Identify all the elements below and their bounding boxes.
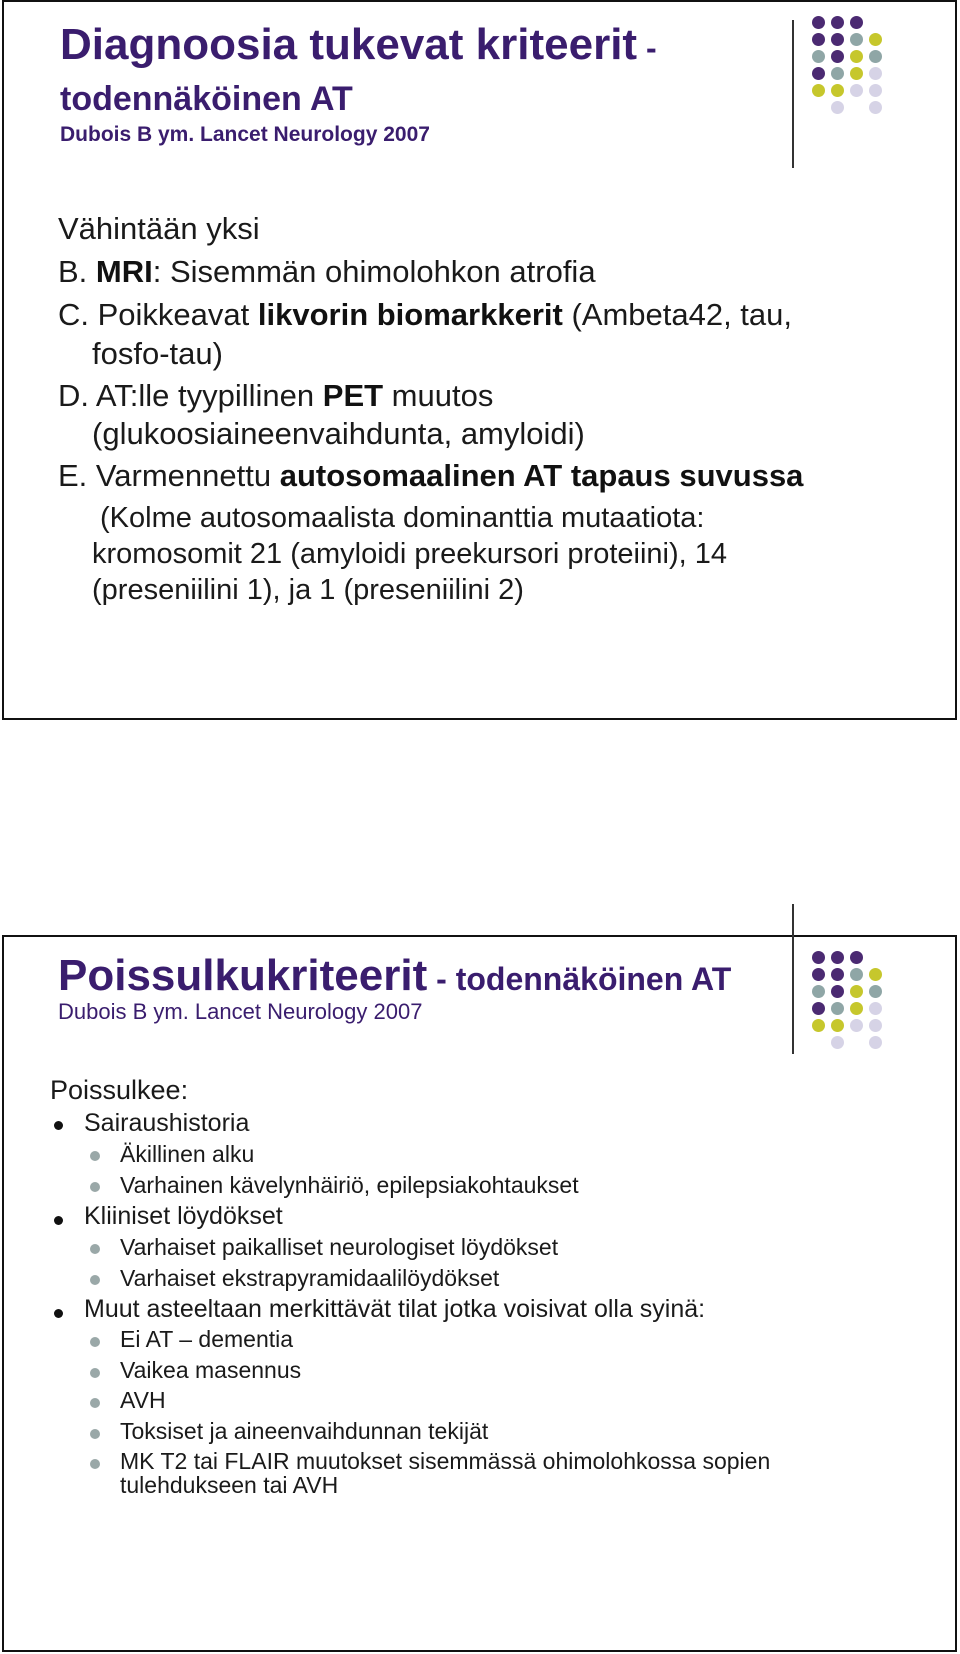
group-item: Äkillinen alku	[120, 1141, 255, 1167]
slide-title	[58, 951, 731, 1001]
group-item: Varhaiset paikalliset neurologiset löydökset	[120, 1234, 559, 1260]
decorative-dot	[831, 951, 844, 964]
sub-bullet-marker	[90, 1244, 100, 1254]
decorative-dot	[831, 16, 844, 29]
slide-diagnostic-criteria	[2, 0, 957, 720]
criterion-e-prefix: E. Varmennettu	[58, 458, 280, 493]
slide-subtitle: todennäköinen AT	[60, 80, 353, 118]
criterion-c	[58, 297, 792, 333]
criterion-c-prefix: C. Poikkeavat	[58, 297, 258, 332]
decorative-dot	[850, 33, 863, 46]
decorative-dot	[812, 968, 825, 981]
intro-text: Vähintään yksi	[58, 211, 260, 246]
citation: Dubois B ym. Lancet Neurology 2007	[60, 123, 430, 146]
decorative-dot	[850, 16, 863, 29]
slide-title-text: Poissulkukriteerit	[58, 951, 428, 1000]
sub-bullet-marker	[90, 1182, 100, 1192]
decorative-dot	[831, 1019, 844, 1032]
sub-bullet-marker	[90, 1429, 100, 1439]
group-item: Ei AT – dementia	[120, 1326, 294, 1352]
decorative-dot	[812, 84, 825, 97]
bullet-marker	[54, 1121, 63, 1130]
slide-title-dash: -	[637, 30, 657, 66]
criterion-e-detail-3: (preseniilini 1), ja 1 (preseniilini 2)	[92, 574, 524, 606]
decorative-dot	[869, 50, 882, 63]
sub-bullet-marker	[90, 1275, 100, 1285]
slide-title	[60, 20, 657, 70]
title-divider-line	[792, 904, 794, 1054]
criterion-d-keyword: PET	[322, 378, 384, 413]
decorative-dot	[869, 84, 882, 97]
bullet-marker	[54, 1216, 63, 1225]
slide-title-text: Diagnoosia tukevat kriteerit	[60, 20, 638, 69]
citation: Dubois B ym. Lancet Neurology 2007	[58, 999, 423, 1024]
decorative-dot	[812, 1019, 825, 1032]
group-item: Varhainen kävelynhäiriö, epilepsiakohtaukset	[120, 1172, 579, 1198]
sub-bullet-marker	[90, 1151, 100, 1161]
decorative-dot	[850, 1019, 863, 1032]
criterion-e	[58, 458, 803, 494]
group-item-continuation: tulehdukseen tai AVH	[120, 1472, 339, 1498]
decorative-dot	[869, 1002, 882, 1015]
criterion-c-continuation: fosfo-tau)	[92, 336, 223, 371]
decorative-dot	[812, 33, 825, 46]
criterion-d	[58, 378, 493, 414]
title-divider-line	[792, 20, 794, 168]
decorative-dot	[831, 33, 844, 46]
intro-text: Poissulkee:	[50, 1075, 189, 1105]
sub-bullet-marker	[90, 1398, 100, 1408]
criterion-b-text: : Sisemmän ohimolohkon atrofia	[152, 254, 596, 289]
group-item: Vaikea masennus	[120, 1357, 302, 1383]
slide-exclusion-criteria	[2, 935, 957, 1652]
decorative-dot	[869, 101, 882, 114]
decorative-dot	[831, 985, 844, 998]
criterion-e-keyword: autosomaalinen AT tapaus suvussa	[279, 458, 804, 493]
group-label: Sairaushistoria	[84, 1109, 250, 1137]
decorative-dot	[850, 67, 863, 80]
decorative-dot	[869, 985, 882, 998]
decorative-dot	[831, 1036, 844, 1049]
decorative-dot	[869, 968, 882, 981]
criterion-b	[58, 254, 596, 290]
decorative-dot	[850, 84, 863, 97]
slide-title-suffix: - todennäköinen AT	[427, 961, 732, 997]
criterion-b-prefix: B.	[58, 254, 96, 289]
criterion-d-continuation: (glukoosiaineenvaihdunta, amyloidi)	[92, 416, 585, 451]
group-item: Toksiset ja aineenvaihdunnan tekijät	[120, 1418, 489, 1444]
criterion-c-keyword: likvorin biomarkkerit	[257, 297, 563, 332]
decorative-dot	[812, 985, 825, 998]
decorative-dot	[869, 67, 882, 80]
decorative-dot	[812, 50, 825, 63]
decorative-dot	[869, 1036, 882, 1049]
decorative-dot	[831, 1002, 844, 1015]
criterion-e-detail-2: kromosomit 21 (amyloidi preekursori proteiini), 14	[92, 538, 728, 570]
sub-bullet-marker	[90, 1337, 100, 1347]
decorative-dot	[850, 968, 863, 981]
decorative-dot	[850, 985, 863, 998]
decorative-dot	[869, 33, 882, 46]
sub-bullet-marker	[90, 1368, 100, 1378]
decorative-dot	[812, 67, 825, 80]
decorative-dot	[812, 951, 825, 964]
criterion-c-text: (Ambeta42, tau,	[562, 297, 793, 332]
decorative-dot	[831, 50, 844, 63]
decorative-dot	[831, 101, 844, 114]
decorative-dot	[812, 1002, 825, 1015]
decorative-dot	[850, 50, 863, 63]
bullet-marker	[54, 1309, 63, 1318]
decorative-dot	[812, 16, 825, 29]
criterion-b-keyword: MRI	[95, 254, 153, 289]
criterion-e-detail-1: (Kolme autosomaalista dominanttia mutaatiota:	[100, 502, 705, 534]
decorative-dot	[831, 84, 844, 97]
decorative-dot	[831, 67, 844, 80]
group-item: Varhaiset ekstrapyramidaalilöydökset	[120, 1265, 500, 1291]
group-label: Muut asteeltaan merkittävät tilat jotka voisivat olla syinä:	[84, 1295, 706, 1323]
group-label: Kliiniset löydökset	[84, 1202, 283, 1230]
decorative-dot	[850, 1002, 863, 1015]
criterion-d-prefix: D. AT:lle tyypillinen	[58, 378, 323, 413]
decorative-dot	[869, 1019, 882, 1032]
group-item: AVH	[120, 1387, 166, 1413]
group-item: MK T2 tai FLAIR muutokset sisemmässä ohimolohkossa sopien	[120, 1448, 771, 1474]
criterion-d-text: muutos	[383, 378, 494, 413]
sub-bullet-marker	[90, 1459, 100, 1469]
decorative-dot	[831, 968, 844, 981]
decorative-dot	[850, 951, 863, 964]
